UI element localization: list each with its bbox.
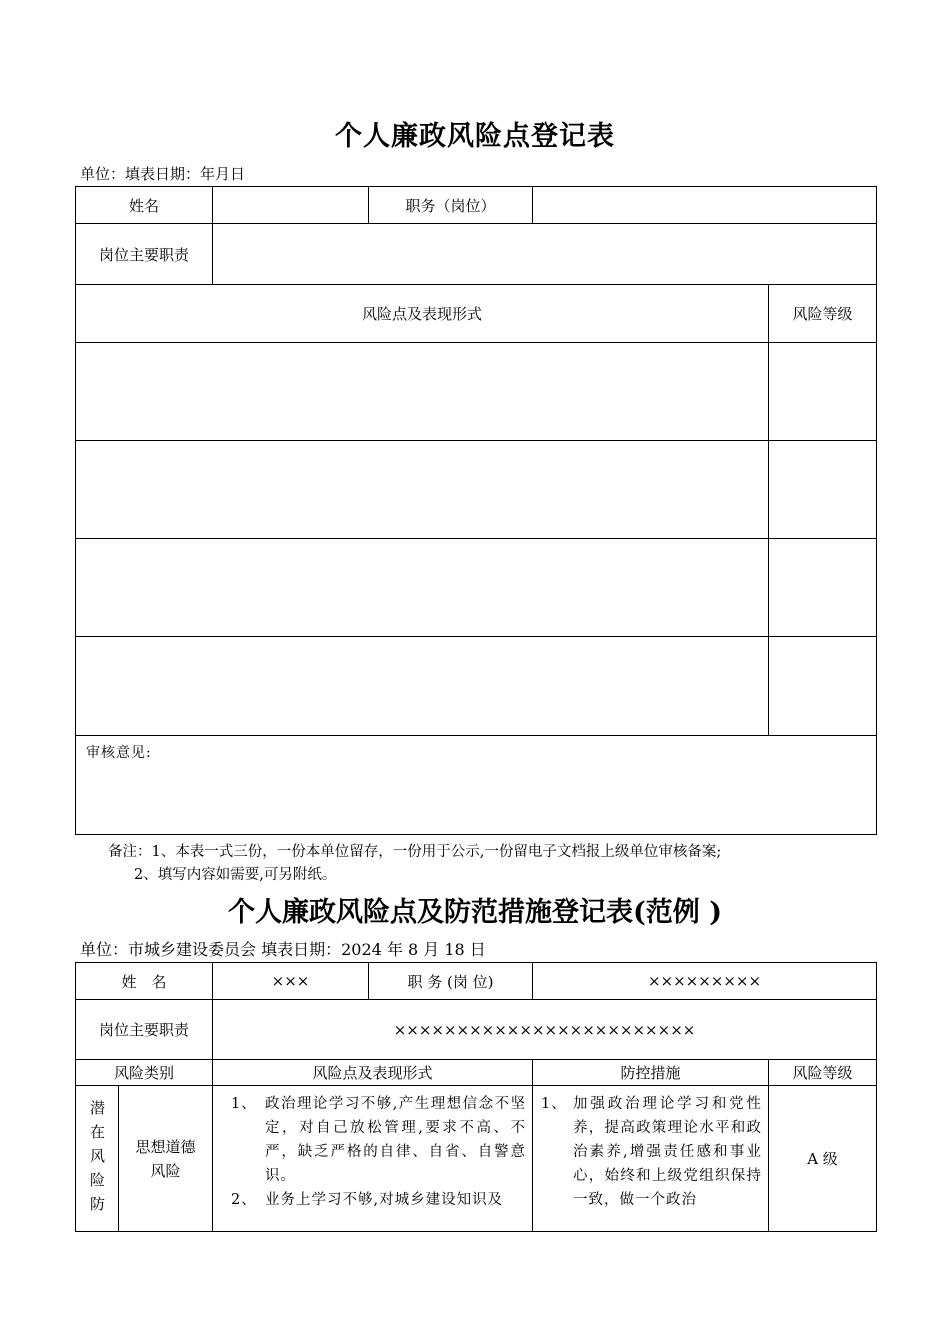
category-main-char: 风	[90, 1147, 106, 1165]
form1-subheader: 单位：填表日期：年月日	[80, 165, 246, 183]
item-text: 政治理论学习不够,产生理想信念不坚定，对自己放松管理,要求不高、不严，缺乏严格的自律、自省、自警意识。	[265, 1096, 527, 1184]
example-name-value: ×××	[213, 963, 369, 1000]
note-line-2: 2、填写内容如需要,可另附纸。	[134, 867, 337, 883]
example-risk-points-header: 风险点及表现形式	[213, 1060, 533, 1086]
measures-list	[533, 1086, 768, 1212]
example-level-value: A 级	[769, 1086, 877, 1232]
example-position-value: ×××××××××	[533, 963, 877, 1000]
position-field[interactable]	[533, 187, 877, 224]
risk-point-field-2[interactable]	[76, 441, 769, 539]
risk-level-field-2[interactable]	[769, 441, 877, 539]
example-duties-label: 岗位主要职责	[76, 1000, 213, 1060]
note-line-1: 备注：1、本表一式三份，一份本单位留存，一份用于公示,一份留电子文档报上级单位审核备案;	[108, 844, 722, 860]
risk-level-field-3[interactable]	[769, 539, 877, 637]
category-header: 风险类别	[76, 1060, 213, 1086]
name-label: 姓名	[76, 187, 213, 224]
review-opinion-field[interactable]	[76, 736, 877, 835]
item-number: 1、	[231, 1096, 257, 1112]
item-text: 业务上学习不够,对城乡建设知识及	[265, 1192, 504, 1208]
item-number: 2、	[231, 1192, 257, 1208]
risk-points-header: 风险点及表现形式	[76, 285, 769, 343]
review-label: 审核意见:	[86, 745, 152, 761]
category-sub-cell	[119, 1086, 213, 1232]
risk-point-field-4[interactable]	[76, 637, 769, 736]
category-main-cell	[76, 1086, 119, 1232]
example-duties-value: ××××××××××××××××××××××××	[213, 1000, 877, 1060]
example-level-header: 风险等级	[769, 1060, 877, 1086]
category-main-char: 潜	[90, 1099, 106, 1117]
category-main-char: 在	[90, 1123, 106, 1141]
example-position-label: 职 务 (岗 位)	[369, 963, 533, 1000]
risk-level-field-4[interactable]	[769, 637, 877, 736]
example-name-label: 姓 名	[76, 963, 213, 1000]
item-number: 1、	[541, 1096, 567, 1112]
name-field[interactable]	[213, 187, 369, 224]
list-item	[213, 1188, 526, 1212]
form2-subheader: 单位：市城乡建设委员会 填表日期：2024 年 8 月 18 日	[80, 940, 486, 959]
category-main-char: 险	[90, 1171, 106, 1189]
item-text: 加强政治理论学习和党性养，提高政策理论水平和政治素养,增强责任感和事业心，始终和上级党组织保持一致，做一个政治	[573, 1096, 763, 1208]
duties-label: 岗位主要职责	[76, 224, 213, 285]
list-item	[533, 1092, 762, 1212]
risk-level-header: 风险等级	[769, 285, 877, 343]
measures-cell	[533, 1086, 769, 1232]
list-item	[213, 1092, 526, 1188]
risk-items-list	[213, 1086, 532, 1212]
measures-header: 防控措施	[533, 1060, 769, 1086]
form2-table	[75, 962, 877, 1232]
duties-field[interactable]	[213, 224, 877, 285]
category-sub: 思想道德风险	[135, 1137, 196, 1180]
risk-level-field-1[interactable]	[769, 343, 877, 441]
risk-point-field-3[interactable]	[76, 539, 769, 637]
risk-point-field-1[interactable]	[76, 343, 769, 441]
form1-title: 个人廉政风险点登记表	[335, 121, 615, 152]
risk-items-cell	[213, 1086, 533, 1232]
category-main-char: 防	[90, 1195, 106, 1213]
form1-table	[75, 186, 877, 835]
form2-title: 个人廉政风险点及防范措施登记表(范例 )	[228, 897, 722, 928]
position-label: 职务（岗位）	[369, 187, 533, 224]
